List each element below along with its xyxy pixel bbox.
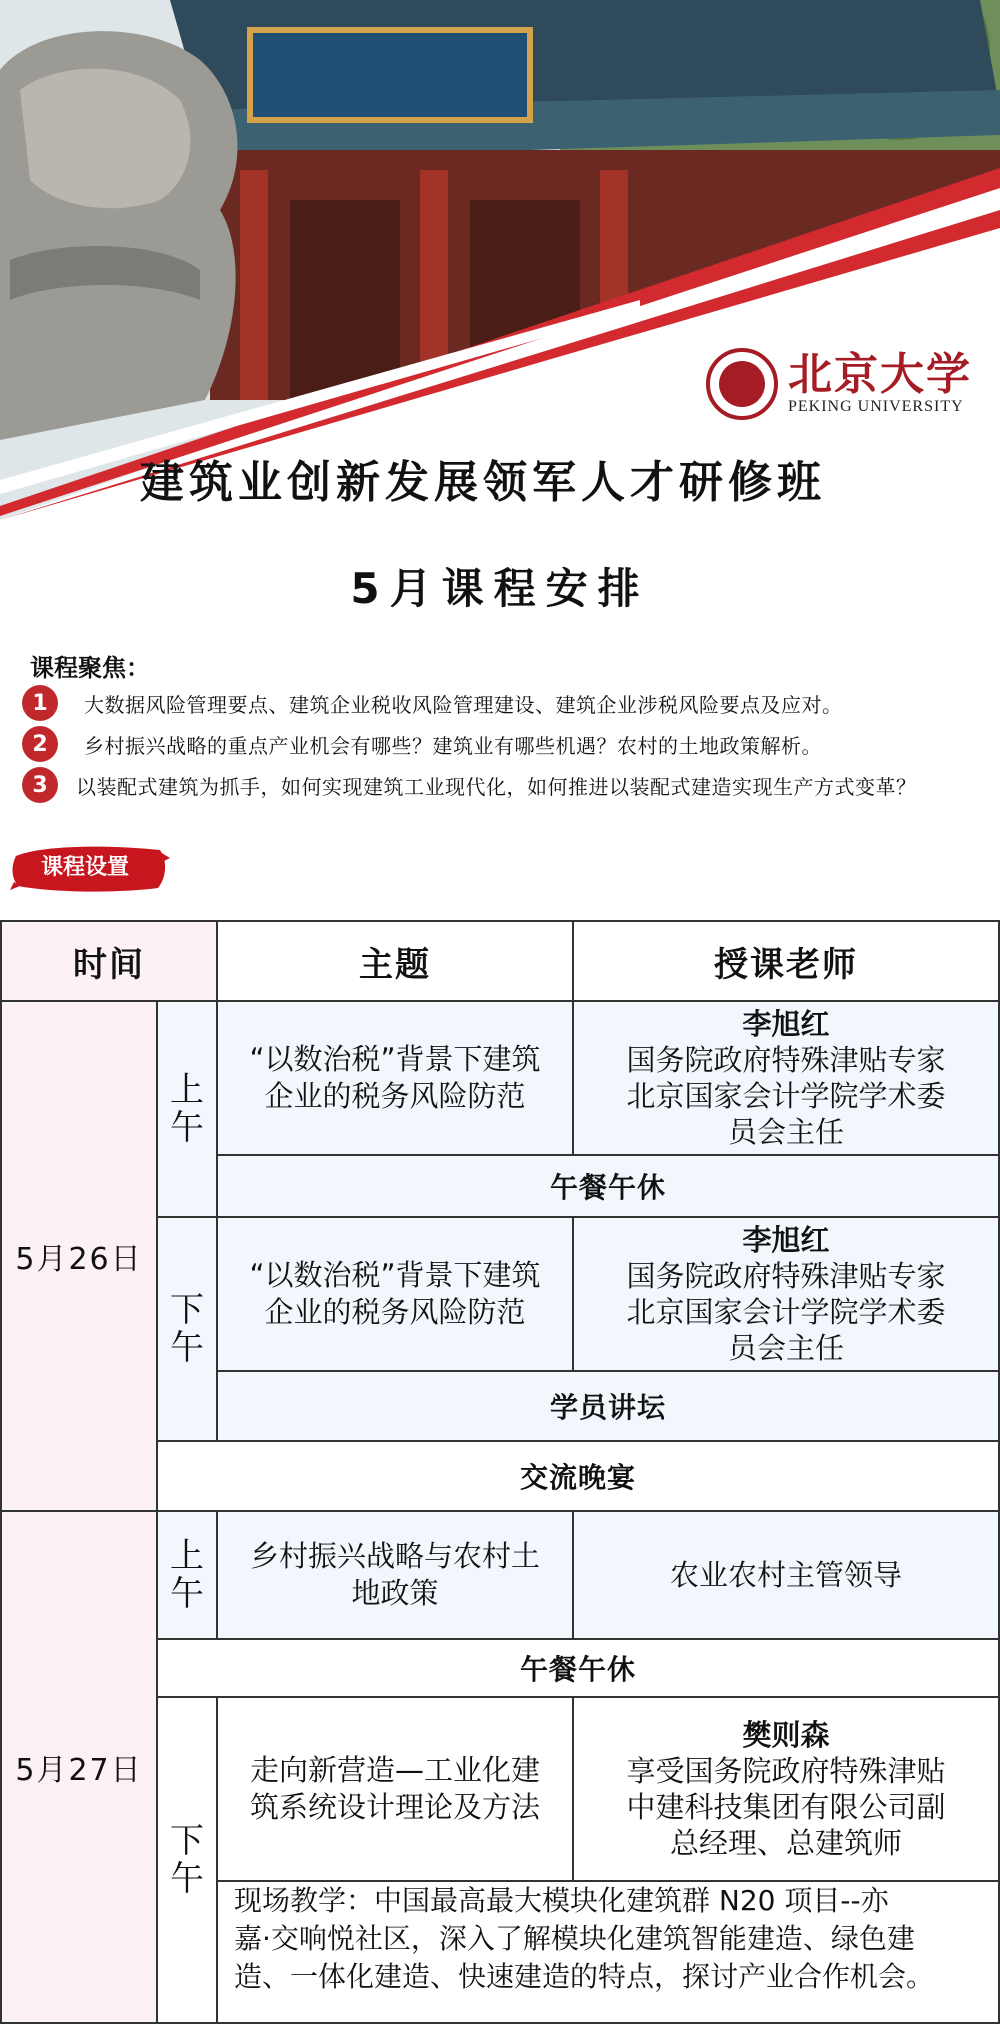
date-cell: 5月27日 [0, 1510, 158, 2024]
period-morning [156, 1000, 218, 1218]
topic-cell [216, 1000, 574, 1156]
topic-line: 乡村振兴战略与农村土 [249, 1539, 540, 1573]
period-char: 下 [170, 1821, 204, 1861]
section-tag [10, 842, 170, 894]
topic-line: 企业的税务风险防范 [264, 1295, 526, 1329]
teacher-name: 李旭红 [742, 1007, 830, 1041]
period-char: 上 [170, 1536, 204, 1576]
focus-item [22, 685, 843, 721]
page-title: 建筑业创新发展领军人才研修班 [140, 457, 826, 508]
logo-chinese-name: 北京大学 [788, 349, 972, 400]
topic-cell [216, 1696, 574, 1882]
topic-line: 走向新营造—工业化建 [249, 1753, 540, 1787]
university-seal-icon [706, 348, 778, 420]
site-visit-line: 现场教学：中国最高最大模块化建筑群 N20 项目--亦 [234, 1884, 889, 1917]
teacher-title: 国务院政府特殊津贴专家 [626, 1043, 946, 1077]
teacher-cell [572, 1216, 1000, 1372]
teacher-cell [572, 1000, 1000, 1156]
topic-cell [216, 1216, 574, 1372]
period-char: 午 [170, 1328, 204, 1368]
schedule-subtitle: 5月课程安排 [350, 564, 650, 613]
campus-gate-photo [0, 0, 1000, 520]
focus-heading: 课程聚焦： [30, 654, 150, 682]
teacher-title: 北京国家会计学院学术委 [626, 1079, 946, 1113]
teacher-cell [572, 1696, 1000, 1882]
dinner-row: 交流晚宴 [156, 1440, 1000, 1512]
header-teacher: 授课老师 [572, 920, 1000, 1002]
topic-line: “以数治税”背景下建筑 [249, 1258, 541, 1292]
site-visit-cell [216, 1880, 1000, 2024]
teacher-name: 李旭红 [742, 1223, 830, 1257]
period-morning [156, 1510, 218, 1640]
focus-item-text: 大数据风险管理要点、建筑企业税收风险管理建设、建筑企业涉税风险要点及应对。 [84, 692, 843, 717]
section-tag-label: 课程设置 [40, 855, 129, 880]
period-char: 午 [170, 1859, 204, 1899]
teacher-name: 樊则森 [742, 1718, 830, 1752]
period-afternoon [156, 1216, 218, 1442]
period-char: 午 [170, 1108, 204, 1148]
logo-english-name: PEKING UNIVERSITY [788, 398, 964, 415]
focus-item [22, 767, 917, 803]
period-char: 上 [170, 1070, 204, 1110]
lunch-break-row: 午餐午休 [216, 1154, 1000, 1218]
teacher-cell [572, 1510, 1000, 1640]
topic-line: 地政策 [351, 1576, 439, 1610]
teacher-title: 农业农村主管领导 [669, 1558, 902, 1592]
site-visit-line: 嘉·交响悦社区，深入了解模块化建筑智能建造、绿色建 [234, 1922, 915, 1955]
student-forum-row: 学员讲坛 [216, 1370, 1000, 1442]
number-badge: 1 [22, 685, 58, 721]
header-topic: 主题 [216, 920, 574, 1002]
teacher-title: 国务院政府特殊津贴专家 [626, 1259, 946, 1293]
topic-line: “以数治税”背景下建筑 [249, 1042, 541, 1076]
focus-item-text: 乡村振兴战略的重点产业机会有哪些？建筑业有哪些机遇？农村的土地政策解析。 [84, 733, 822, 758]
teacher-title: 享受国务院政府特殊津贴 [626, 1754, 946, 1788]
teacher-title: 员会主任 [727, 1331, 844, 1365]
period-afternoon [156, 1696, 218, 2024]
period-char: 下 [170, 1290, 204, 1330]
teacher-title: 总经理、总建筑师 [669, 1826, 902, 1860]
topic-line: 企业的税务风险防范 [264, 1079, 526, 1113]
university-logo [706, 348, 972, 420]
header-time: 时间 [0, 920, 218, 1002]
teacher-title: 中建科技集团有限公司副 [626, 1790, 946, 1824]
period-char: 午 [170, 1574, 204, 1614]
lunch-break-row: 午餐午休 [156, 1638, 1000, 1698]
header-banner [0, 0, 1000, 520]
topic-cell [216, 1510, 574, 1640]
number-badge: 3 [22, 767, 58, 803]
number-badge: 2 [22, 726, 58, 762]
site-visit-line: 造、一体化建造、快速建造的特点，探讨产业合作机会。 [234, 1960, 935, 1993]
focus-item [22, 726, 822, 762]
teacher-title: 员会主任 [727, 1115, 844, 1149]
date-cell: 5月26日 [0, 1000, 158, 1512]
teacher-title: 北京国家会计学院学术委 [626, 1295, 946, 1329]
focus-item-text: 以装配式建筑为抓手，如何实现建筑工业现代化，如何推进以装配式建造实现生产方式变革？ [76, 774, 917, 799]
topic-line: 筑系统设计理论及方法 [249, 1790, 540, 1824]
